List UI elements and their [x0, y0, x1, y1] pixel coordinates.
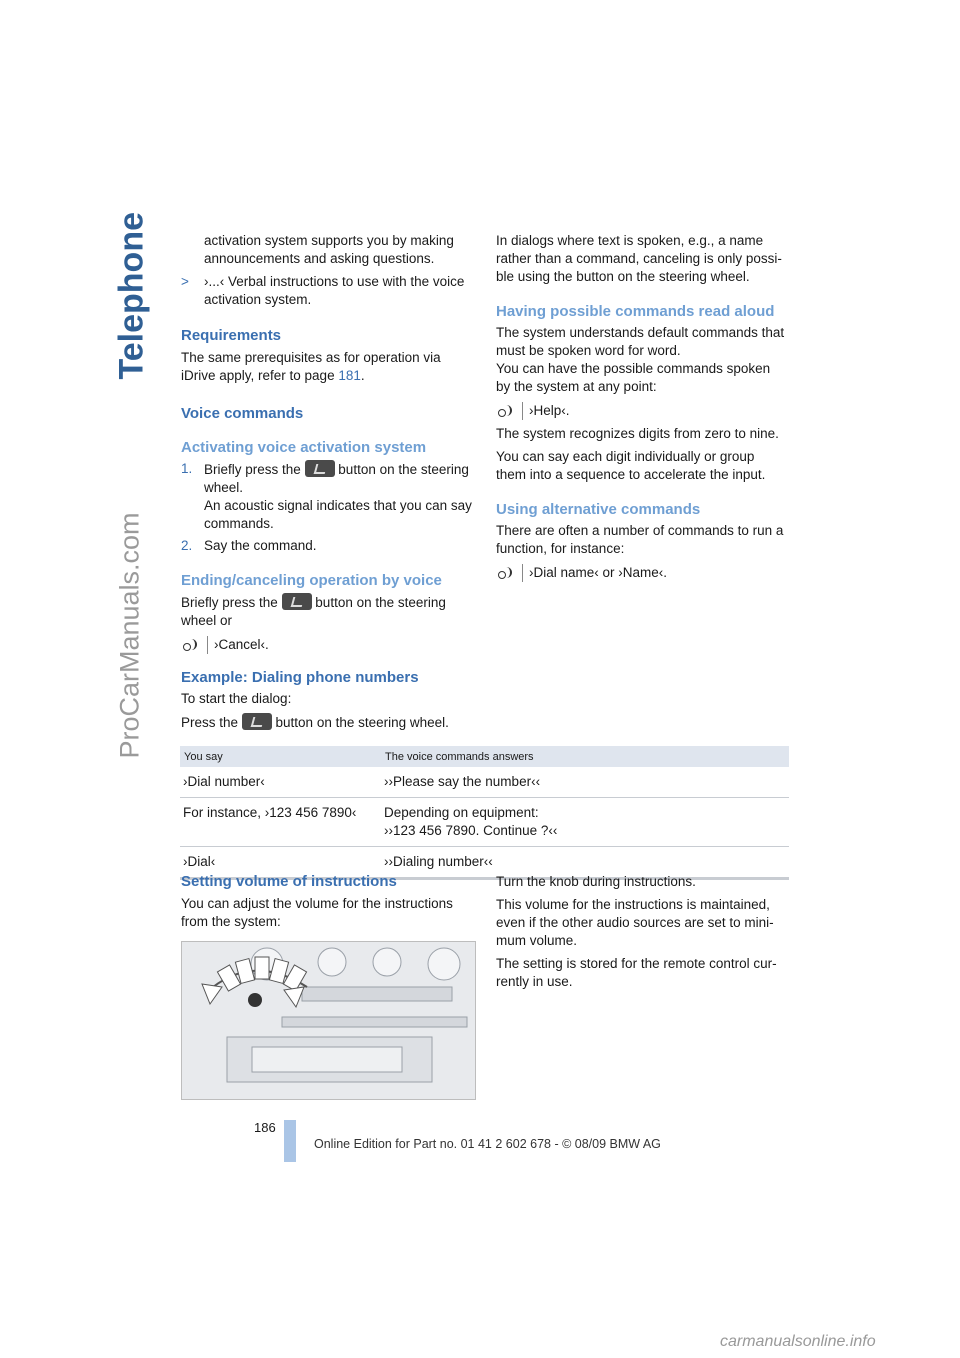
volume-notes — [496, 873, 788, 991]
section-title: Telephone — [112, 212, 151, 380]
help-command-text: ›Help‹. — [529, 403, 570, 418]
step-2 — [181, 537, 473, 555]
activating-heading: Activating voice activation system — [181, 439, 427, 456]
alternative-text: There are often a number of commands to run a function, for instance: — [496, 523, 784, 556]
voice-command-icon — [181, 636, 208, 654]
right-column — [496, 232, 788, 582]
bullet-marker: > — [181, 274, 189, 289]
ending-heading: Ending/canceling operation by voice — [181, 572, 442, 589]
voice-button-icon — [242, 713, 272, 730]
edition-text: Online Edition for Part no. 01 41 2 602 678 - © 08/09 BMW AG — [314, 1137, 661, 1151]
step-1-number: 1. — [181, 461, 193, 476]
read-aloud-heading: Having possible commands read aloud — [496, 303, 775, 320]
digits-text: The system recognizes digits from zero to nine. — [496, 426, 779, 441]
watermark: ProCarManuals.com — [114, 512, 145, 759]
table-header: The voice commands answers — [381, 746, 789, 767]
site-logo: carmanualsonline.info — [720, 1333, 876, 1350]
ending-text: Briefly press the button on the steering wheel or — [181, 595, 446, 628]
voice-commands-heading: Voice commands — [181, 405, 304, 422]
example-heading: Example: Dialing phone numbers — [181, 669, 419, 686]
stored-text: The setting is stored for the remote control cur-rently in use. — [496, 956, 777, 989]
volume-heading: Setting volume of instructions — [181, 873, 397, 890]
table-header-row — [180, 746, 789, 767]
step-1-text: Briefly press the button on the steering wheel. — [204, 462, 469, 495]
alternative-command — [496, 564, 788, 582]
footer-bar — [284, 1120, 296, 1162]
voice-button-icon — [282, 593, 312, 610]
dialog-text: In dialogs where text is spoken, e.g., a name rather than a command, canceling is only possi-ble using the button on the steering wheel. — [496, 233, 782, 284]
voice-dialog-table — [180, 746, 789, 880]
voice-command-icon — [496, 402, 523, 420]
alternative-heading: Using alternative commands — [496, 501, 701, 518]
step-2-number: 2. — [181, 538, 193, 553]
alternative-command-text: ›Dial name‹ or ›Name‹. — [529, 565, 668, 580]
step-1 — [181, 460, 473, 533]
digits-text-2: You can say each digit individually or group them into a sequence to accelerate the input. — [496, 449, 766, 482]
requirements-text: The same prerequisites as for operation via iDrive apply, refer to page 181. — [181, 350, 441, 383]
cancel-command-text: ›Cancel‹. — [214, 637, 269, 652]
cancel-command — [181, 636, 473, 654]
table-cell: Depending on equipment: ››123 456 7890. Continue ?‹‹ — [381, 798, 789, 847]
table-cell: ››Please say the number‹‹ — [381, 767, 789, 798]
table-header: You say — [180, 746, 381, 767]
help-command — [496, 402, 788, 420]
step-1-note: An acoustic signal indicates that you can say commands. — [204, 498, 472, 531]
table-cell: ››Dialing number‹‹ — [381, 847, 789, 879]
page-link[interactable]: 181 — [338, 368, 361, 383]
volume-text: You can adjust the volume for the instructions from the system: — [181, 896, 453, 929]
step-2-text: Say the command. — [204, 538, 317, 553]
bullet-item — [181, 273, 473, 309]
table-cell: For instance, ›123 456 7890‹ — [180, 798, 381, 847]
table-cell: ›Dial‹ — [180, 847, 381, 879]
requirements-heading: Requirements — [181, 327, 282, 344]
intro-text: activation system supports you by making announcements and asking questions. — [204, 233, 454, 266]
example-press: Press the button on the steering wheel. — [181, 715, 449, 730]
volume-section — [181, 873, 473, 931]
read-aloud-text-1: The system understands default commands that must be spoken word for word. — [496, 325, 785, 358]
table-row — [180, 767, 789, 798]
voice-command-icon — [496, 564, 523, 582]
voice-button-icon — [305, 460, 335, 477]
example-start: To start the dialog: — [181, 691, 292, 706]
control-panel-image — [181, 941, 476, 1100]
control-panel-illustration — [182, 942, 475, 1099]
turn-knob-text: Turn the knob during instructions. — [496, 874, 696, 889]
read-aloud-text-2: You can have the possible commands spoken by the system at any point: — [496, 361, 771, 394]
maintained-text: This volume for the instructions is maintained, even if the other audio sources are set to mini-mum volume. — [496, 897, 774, 948]
left-column — [181, 232, 473, 732]
table-row — [180, 798, 789, 847]
page-number: 186 — [254, 1120, 276, 1135]
bullet-text: ›...‹ Verbal instructions to use with the voice activation system. — [204, 274, 465, 307]
table-cell: ›Dial number‹ — [180, 767, 381, 798]
